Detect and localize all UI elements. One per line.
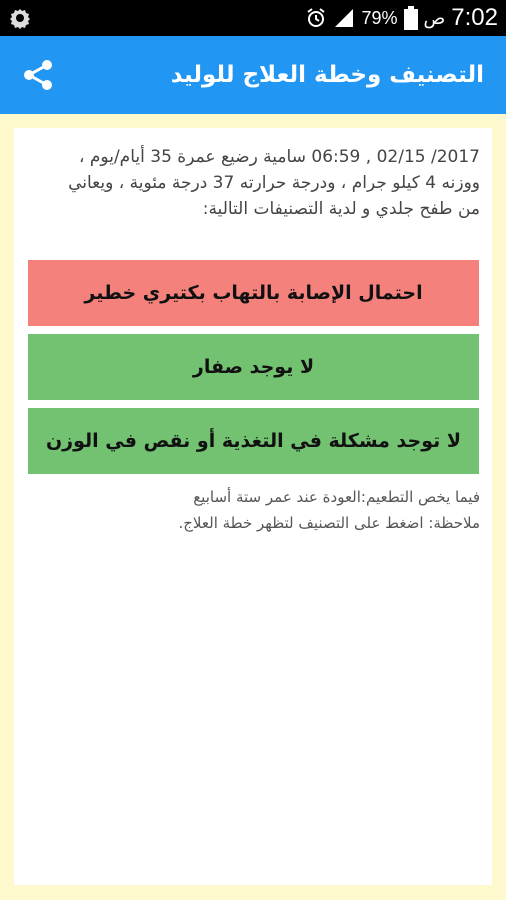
clock: 7:02 — [451, 4, 498, 31]
classification-no-feeding-problem[interactable]: لا توجد مشكلة في التغذية أو نقص في الوزن — [28, 408, 479, 474]
hint-note: ملاحظة: اضغط على التصنيف لتظهر خطة العلاج. — [178, 514, 480, 532]
patient-summary: 2017/ 02/15 , 06:59 سامية رضيع عمرة 35 أيام/يوم ، ووزنه 4 كيلو جرام ، ودرجة حرارته 37 درجة مئوية ، ويعاني من طفح جلدي و لدية التصنيفات التالية: — [68, 147, 480, 219]
vaccination-note: فيما يخص التطعيم:العودة عند عمر ستة أسابيع — [193, 488, 480, 506]
app-bar — [0, 36, 506, 114]
battery-percent: 79% — [361, 7, 398, 28]
alarm-icon — [305, 7, 327, 29]
classification-no-jaundice[interactable]: لا يوجد صفار — [28, 334, 479, 400]
page-title: التصنيف وخطة العلاج للوليد — [170, 62, 484, 88]
am-pm: ص — [423, 7, 446, 28]
signal-icon — [333, 7, 355, 29]
gear-icon — [8, 6, 32, 30]
status-indicators — [305, 0, 498, 36]
classification-serious-bacterial-infection[interactable]: احتمال الإصابة بالتهاب بكتيري خطير — [28, 260, 479, 326]
battery-icon — [404, 6, 418, 30]
status-bar — [0, 0, 506, 36]
share-icon[interactable] — [20, 57, 56, 93]
